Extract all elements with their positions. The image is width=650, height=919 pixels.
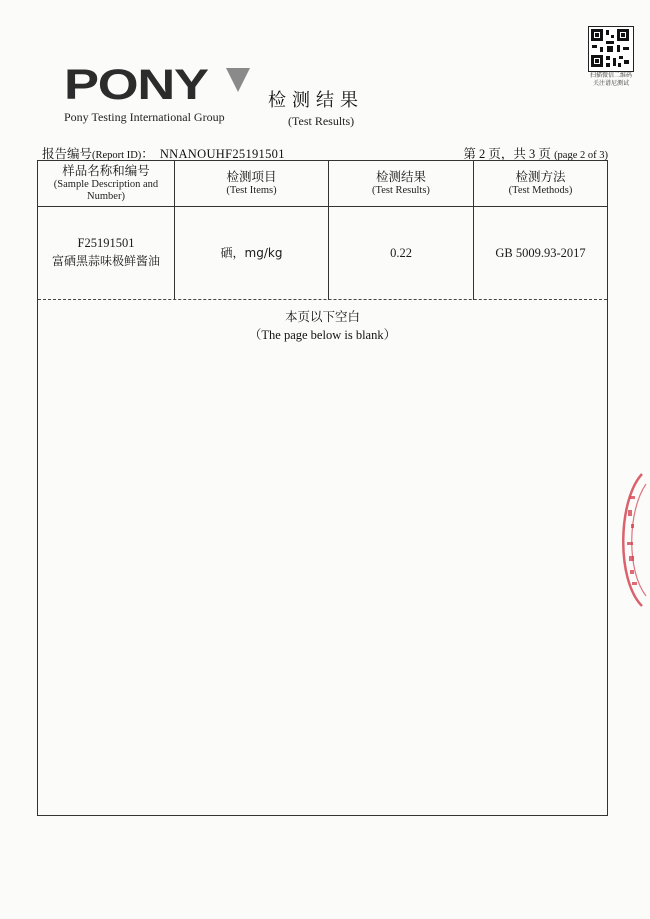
report-id-label-en: (Report ID) (92, 150, 142, 161)
page-title-cn: 检测结果 (268, 90, 364, 111)
sample-number: F25191501 (77, 236, 135, 250)
header-test-methods-en: (Test Methods) (508, 185, 573, 196)
table-row-sample (38, 234, 174, 270)
report-id-value: NNANOUHF25191501 (159, 147, 285, 161)
page-indicator-cn: 第 2 页，共 3 页 (463, 147, 551, 161)
header-test-methods (474, 169, 607, 197)
header-test-items-cn: 检测项目 (226, 169, 277, 184)
header-test-results-en: (Test Results) (372, 185, 430, 196)
header-divider (38, 206, 607, 207)
page-indicator-en: (page 2 of 3) (554, 150, 608, 161)
header-test-items (175, 169, 328, 197)
company-logo (64, 61, 242, 124)
header-sample-en: (Sample Description and Number) (53, 179, 159, 202)
sample-name: 富硒黑蒜味极鲜酱油 (51, 254, 160, 268)
page-title-en: (Test Results) (288, 114, 355, 128)
test-method: GB 5009.93-2017 (495, 246, 586, 260)
header-test-methods-cn: 检测方法 (515, 169, 566, 184)
qr-caption: 扫描微信二维码 关注谱尼测试 (589, 72, 632, 87)
test-result: 0.22 (390, 246, 412, 260)
test-item: 硒，mg/kg (220, 246, 283, 260)
header-test-results (329, 169, 473, 197)
header-test-results-cn: 检测结果 (375, 169, 426, 184)
blank-note-en: （The page below is blank） (248, 328, 397, 342)
header-test-items-en: (Test Items) (226, 185, 277, 196)
header-sample-cn: 样品名称和编号 (62, 163, 150, 178)
qr-code-icon (588, 26, 634, 72)
results-table (37, 160, 608, 816)
report-id-separator: ： (141, 147, 154, 161)
blank-divider (38, 299, 607, 300)
header-sample (38, 163, 174, 203)
logo-triangle-icon (226, 68, 250, 92)
company-name: Pony Testing International Group (64, 110, 225, 124)
report-id-label-cn: 报告编号 (42, 147, 93, 161)
logo-wordmark: PONY (64, 61, 208, 109)
seal-stamp-icon (608, 470, 648, 610)
blank-note-cn: 本页以下空白 (284, 309, 360, 324)
